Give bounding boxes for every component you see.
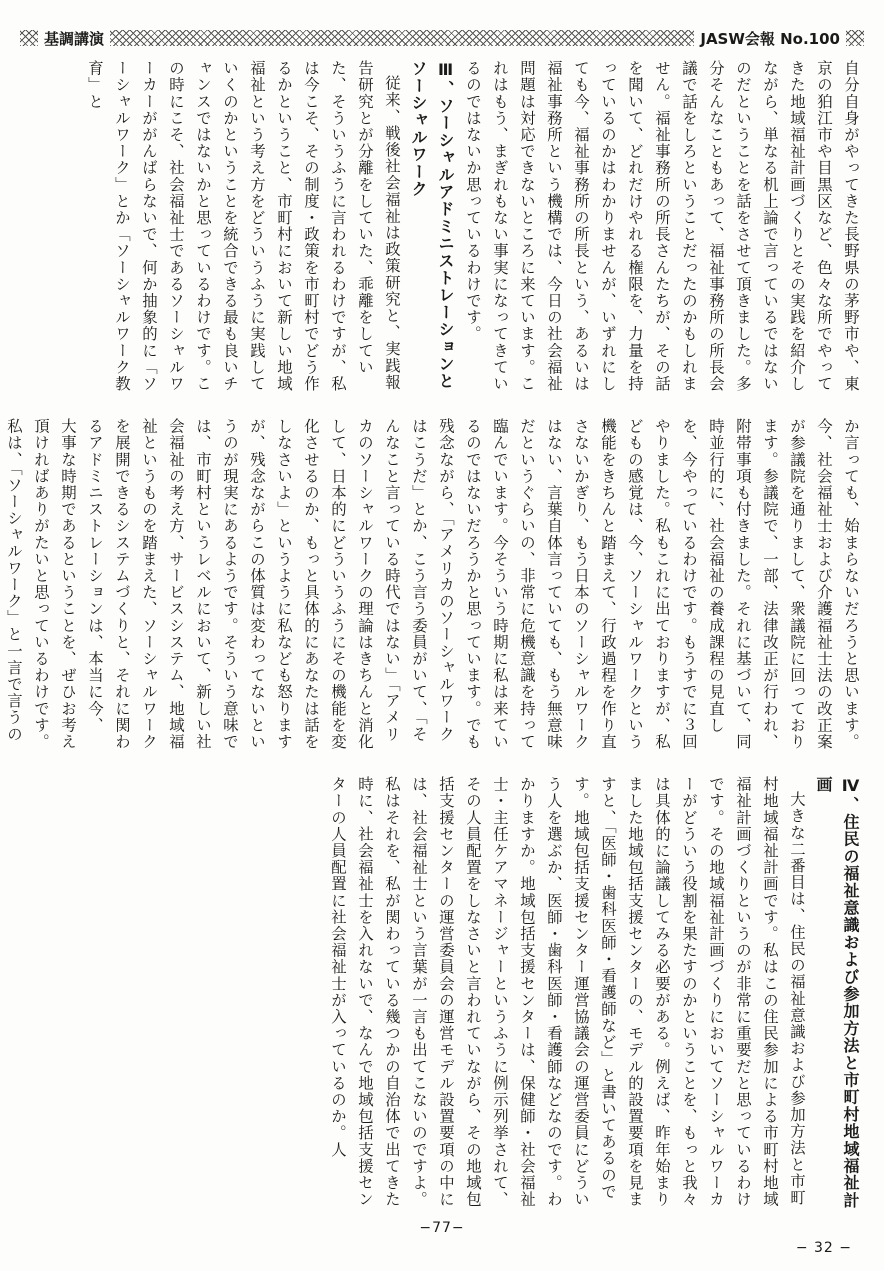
paragraph: か言っても、始まらないだろうと思います。今、社会福祉士および介護福祉士法の改正案が参議院を通りまして、衆議院に回っております。参議院で、一部、法律改正が行われ、附帯事項も付きました。それに基づいて、同時並行的に、社会福祉の養成課程の見直しを、今やっているわけです。もうすでに３回やりました。私もこれに出ておりますが、私どもの感覚は、今、ソーシャルワークという機能をきちんと踏まえて、行政過程を作り直さないかぎり、もう日本のソーシャルワークはない、言葉自体言っていても、もう無意味だというぐらいの、非常に危機意識を持って臨んでいます。今そういう時期に私は来ているのではないだろうかと思っています。でも残念ながら、「アメリカのソーシャルワークはこうだ」とか、こう言う委員がいて、「そんなこと言っている時代ではない」「アメリカのソーシャルワークの理論はきちんと消化して、日本的にどういうふうにその機能を変化させるのか、もっと具体的にあなたは話をしなさいよ」というように私なども怒りますが、残念ながらこの体質は変わってないというのが現実にあるようです。そういう意味では、市町村というレベルにおいて、新しい社会福祉の考え方、サービスシステム、地域福祉というものを踏まえた、ソーシャルワークを展開できるシステムづくりと、それに関わるアドミニストレーションは、本当に今、 — [86, 418, 860, 750]
header-pattern-middle — [110, 30, 694, 46]
paragraph: 自分自身がやってきた長野県の茅野市や、東京の狛江市や目黒区など、色々な所でやってきた地域福祉計画づくりとその実践を紹介しながら、単なる机上論で言っているではないのだということを話をさせて頂きました。多分そんなこともあって、福祉事務所の所長会議で話をしろということだったのかもしれません。福祉事務所の所長さんたちが、その話を聞いて、どれだけやれる権限を、力量を持っているのかはわかりませんが、いずれにしても今、福祉事務所の所長という、あるいは福祉事務所という機構では、今日の社会福祉問題は対応できないところに来ています。これはもう、まぎれもない事実になってきているのではないか思っているわけです。 — [464, 60, 860, 392]
paragraph: 大きな二番目は、住民の福祉意識および参加方法と市町村地域福祉計画です。私はこの住民参加による市町村地域福祉計画づくりというのが非常に重要だと思っているわけです。その地域福祉計画づくりにおいてソーシャルワーカーがどういう役割を果たすのかということを、もっと我々は具体的に論議してみる必要がある。例えば、昨年始まりました地域包括支援センターの、モデル的設置要項を見ますと、「医師・歯科医師・看護師など」と書いてあるのです。地域包括支援センター運営協議会の運営委員にどういう人を選ぶか、医師・歯科医師・看護師などなのです。わかりますか。地域包括支援センターは、保健師・社会福祉士・主任ケアマネージャーというふうに例示列挙されて、その人員配置をしなさいと言われていながら、その地域包括支援センターの運営委員会の運営モデル設置要項の中には、社会福祉士という言葉が一言も出てこないのですよ。私はそれを、私が関わっている幾つかの自治体で出てきた時に、社会福祉士を入れないで、なんで地域包括支援センターの人員配置に社会福祉士が入っているのか。人 — [329, 776, 806, 1208]
header-section-title: 基調講演 — [44, 29, 105, 48]
paragraph: 大事な時期であるということを、ぜひお考え頂ければありがたいと思っているわけです。私は、「ソーシャルワーク」と一言で言うの — [5, 418, 77, 750]
header-journal-title: JASW会報 No.100 — [700, 29, 840, 48]
text-tier-2 — [5, 418, 864, 756]
header-pattern-right — [846, 30, 864, 46]
text-tier-3 — [20, 776, 864, 1214]
paragraph: 従来、戦後社会福祉は政策研究と、実践報告研究とが分離をしていた、乖離をしていた、そういうふうに言われるわけですが、私は今こそ、その制度・政策を市町村でどう作るかということ、市町村において新しい地域福祉という考え方をどういうふうに実践していくのかということを統合できる最も良いチャンスではないかと思っているわけです。この時にこそ、社会福祉士であるソーシャルワーカーががんばらないで、何か抽象的に「ソーシャルワーク」とか「ソーシャルワーク教育」と — [86, 60, 401, 392]
section-heading-4: Ⅳ、住民の福祉意識および参加方法と市町村地域福祉計画 — [814, 776, 860, 1209]
page-number: −77− — [419, 1220, 465, 1236]
sub-page-number: − 32 − — [795, 1240, 852, 1256]
page-header — [20, 18, 864, 58]
text-tier-1 — [20, 60, 864, 400]
header-pattern-left — [20, 30, 38, 46]
section-heading-3: Ⅲ、ソーシャルアドミニストレーションとソーシャルワーク — [409, 60, 455, 390]
